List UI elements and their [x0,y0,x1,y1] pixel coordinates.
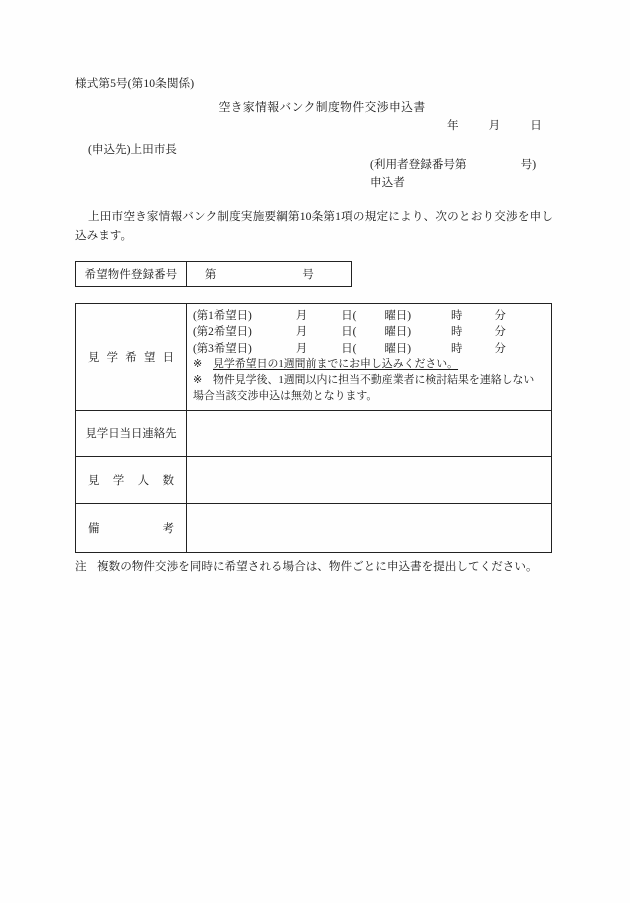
user-registration-prefix: (利用者登録番号第 [370,158,467,171]
wish-hour-1: 時 [451,310,463,322]
date-year-label: 年 [447,119,459,132]
visitor-count-value-cell[interactable] [187,456,552,503]
wish-date-row-2[interactable] [193,324,551,340]
remarks-label: 備考 [88,522,174,535]
visit-date-note-1-text: 見学希望日の1週間前までにお申し込みください。 [213,357,459,370]
contact-label: 見学日当日連絡先 [85,428,177,441]
wish-month-1: 月 [295,310,308,322]
footer-note-text: 複数の物件交渉を同時に希望される場合は、物件ごとに申込書を提出してください。 [97,560,538,573]
note-marker-icon: ※ [193,357,203,370]
footer-note-marker: 注 [75,560,87,573]
visit-date-label-cell [76,304,187,411]
wish-weekday-3: 曜日) [384,342,412,355]
wish-hour-3: 時 [451,342,463,355]
addressee-line: (申込先)上田市長 [88,143,177,156]
footer-note [75,558,538,574]
wish-minute-3: 分 [494,342,506,355]
wish-month-3: 月 [295,342,308,355]
wish-day-3: 日( [341,342,357,355]
table-row-visit-date [76,304,552,411]
visitor-count-label: 見学人数 [88,474,174,487]
wish-hour-2: 時 [451,326,463,339]
user-registration-suffix: 号) [520,158,537,171]
date-month-label: 月 [488,119,501,132]
contact-label-cell [76,410,187,456]
registration-number-prefix: 第 [205,269,217,281]
registration-number-field[interactable] [187,262,352,287]
remarks-label-cell [76,503,187,552]
table-row-visitor-count [76,456,552,503]
wish-order-1: (第1希望日) [193,310,252,322]
note-marker-icon: ※ [193,373,203,386]
remarks-value-cell[interactable] [187,503,552,552]
table-row-remarks [76,503,552,552]
visit-date-note-1 [193,357,551,373]
wish-order-3: (第3希望日) [193,342,252,355]
table-row-contact [76,410,552,456]
document-title: 空き家情報バンク制度物件交渉申込書 [218,100,426,114]
user-registration-line [370,156,536,172]
date-line [447,117,542,133]
application-details-table [75,303,552,553]
intro-paragraph: 上田市空き家情報バンク制度実施要綱第10条第1項の規定により、次のとおり交渉を申し込みます。 [75,210,553,242]
wish-day-2: 日( [341,326,357,339]
contact-value-cell[interactable] [187,410,552,456]
registration-number-label: 希望物件登録番号 [76,262,187,287]
visit-date-note-2 [193,373,545,405]
wish-day-1: 日( [341,310,357,322]
wish-date-row-3[interactable] [193,341,551,357]
visit-date-value-cell[interactable] [187,304,552,411]
wish-minute-2: 分 [494,326,506,339]
wish-order-2: (第2希望日) [193,326,252,339]
wish-minute-1: 分 [494,310,506,322]
wish-weekday-2: 曜日) [384,326,412,339]
table-row [76,262,352,287]
wish-date-row-1[interactable] [193,308,551,324]
visit-date-label: 見学希望日 [88,351,174,364]
visitor-count-label-cell [76,456,187,503]
visit-date-note-2-text: 物件見学後、1週間以内に担当不動産業者に検討結果を連絡しない場合当該交渉申込は無効となります。 [193,373,535,402]
form-number: 様式第5号(第10条関係) [75,77,195,90]
wish-weekday-1: 曜日) [384,310,412,322]
date-day-label: 日 [530,119,542,132]
registration-number-table [75,261,352,287]
applicant-label: 申込者 [370,176,405,189]
wish-month-2: 月 [295,326,308,339]
registration-number-suffix: 号 [302,269,314,281]
